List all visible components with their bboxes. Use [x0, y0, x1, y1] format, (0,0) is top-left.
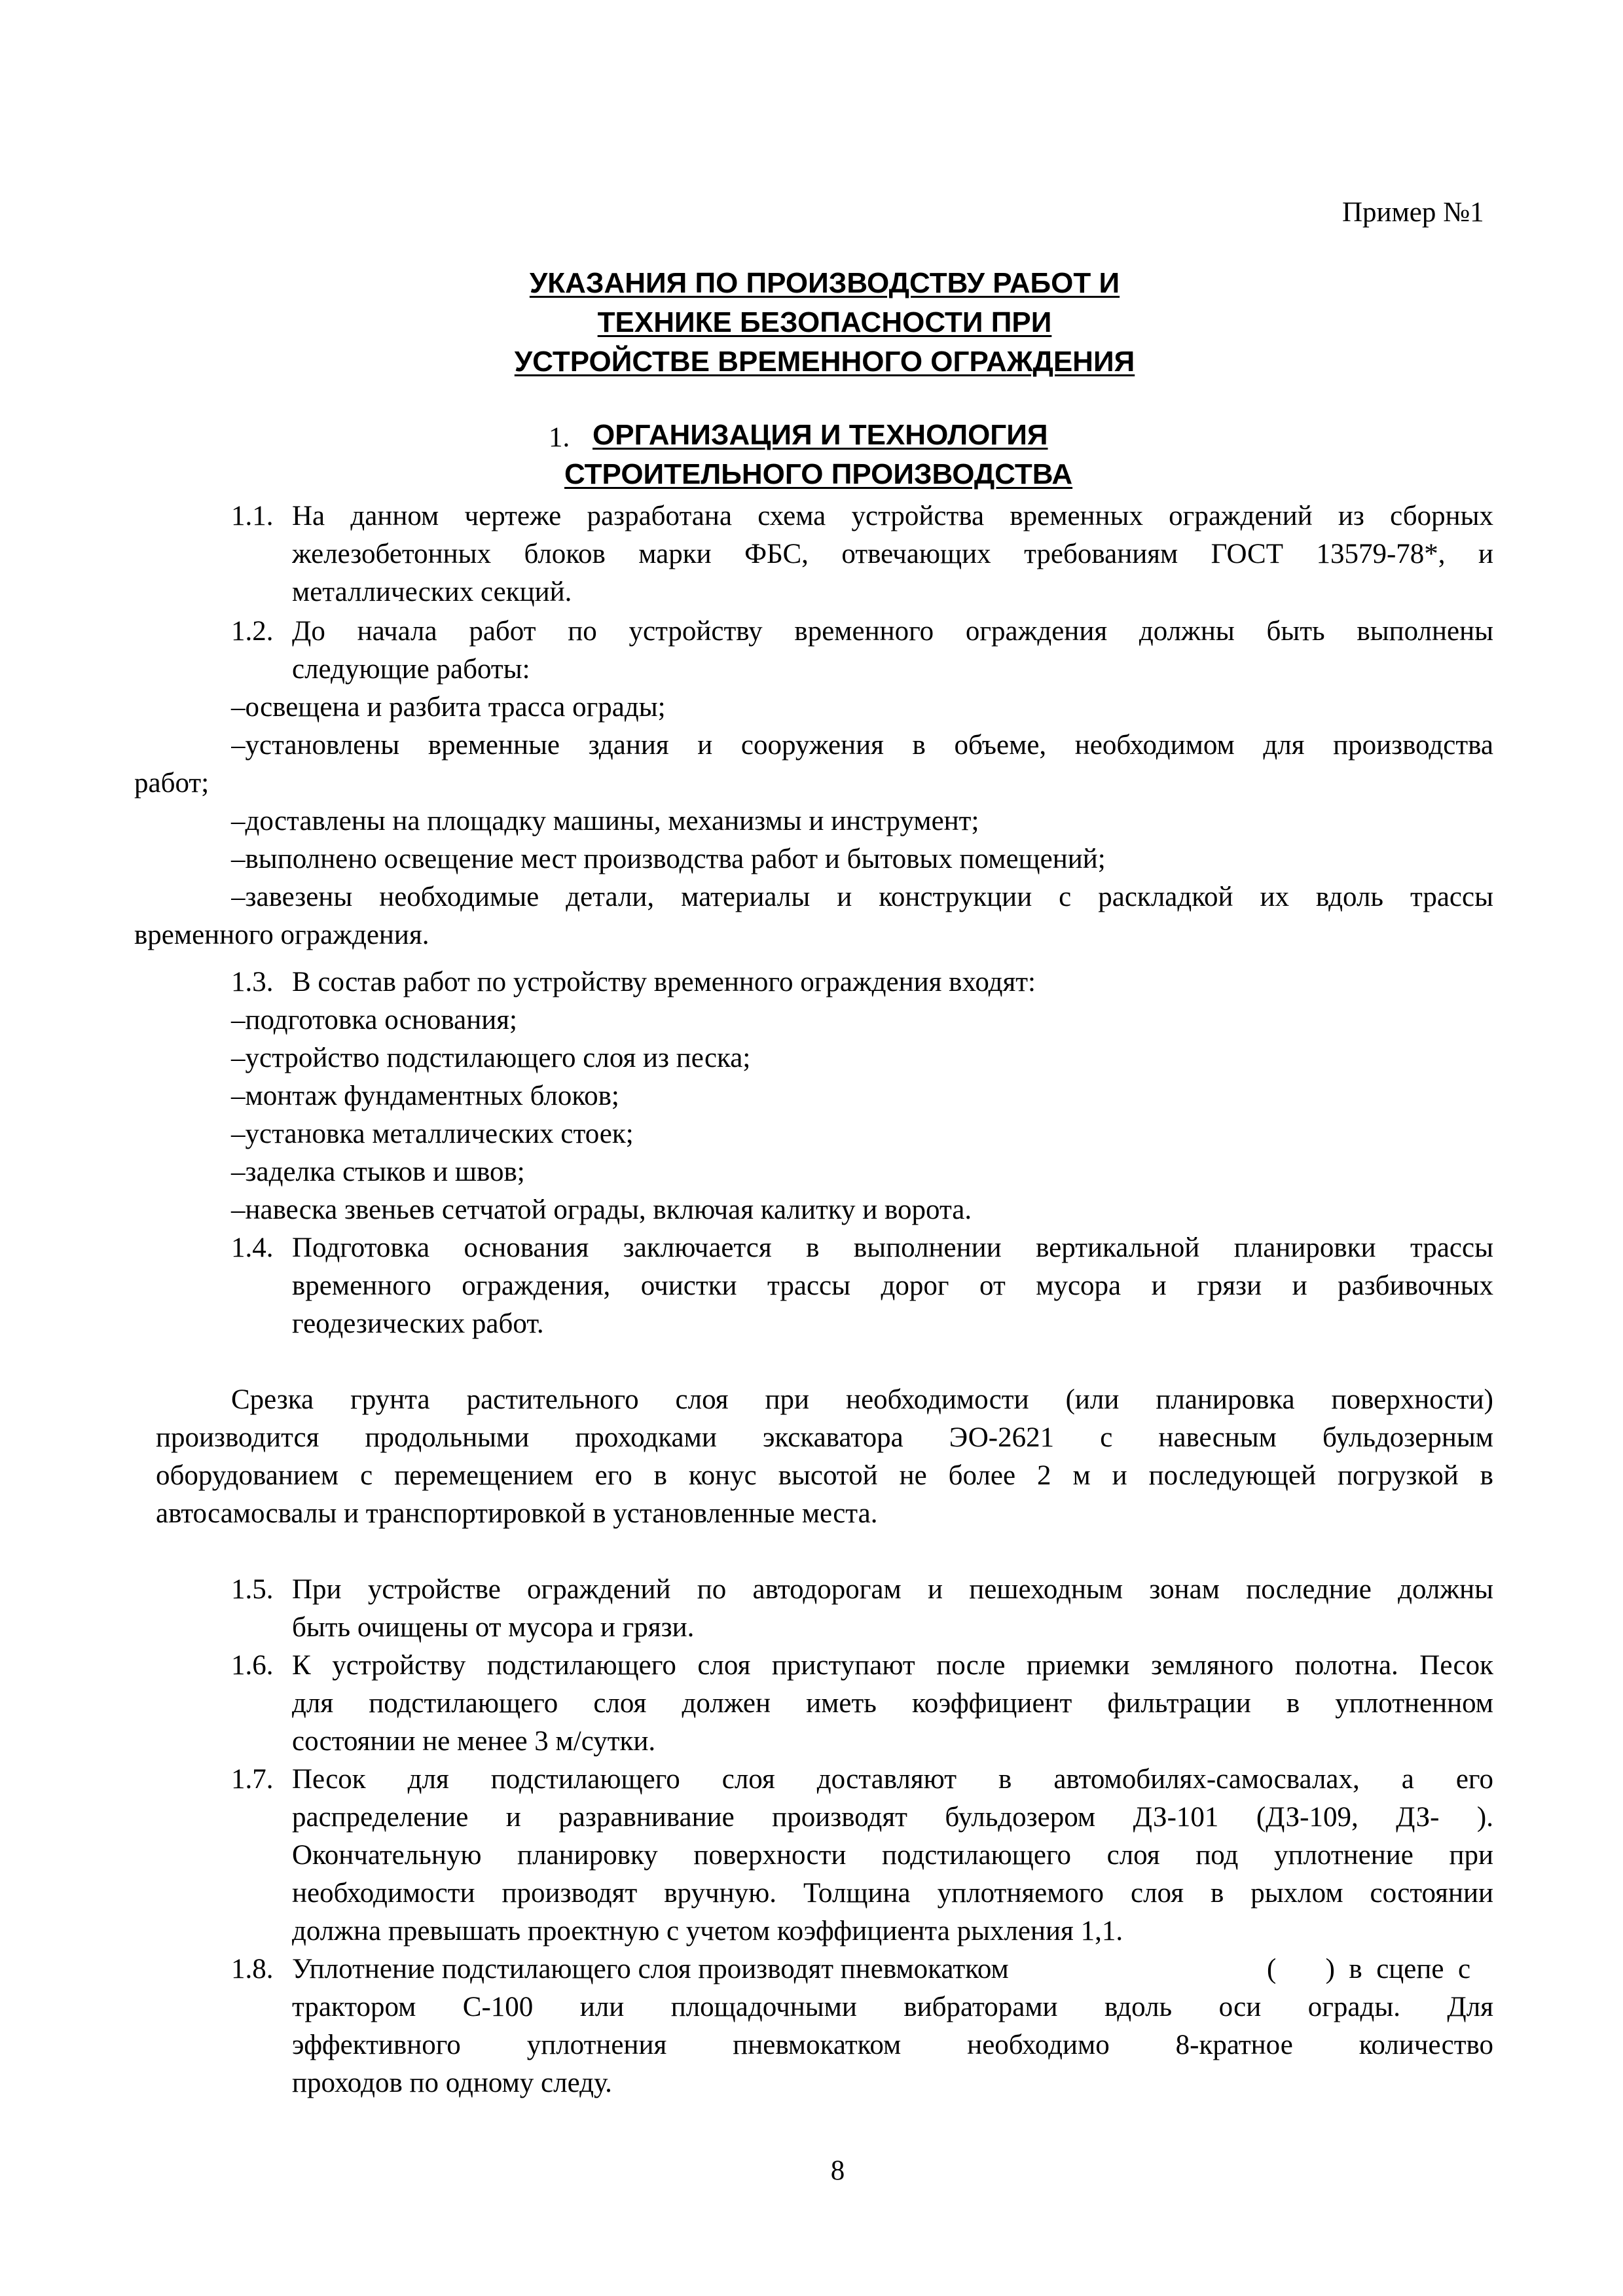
- document-title-line-2: ТЕХНИКЕ БЕЗОПАСНОСТИ ПРИ: [597, 306, 1052, 338]
- list-item: –заделка стыков и швов;: [231, 1157, 525, 1187]
- list-item: –установлены временные здания и сооружения в объеме, необходимом для производства: [231, 730, 1493, 761]
- item-number: 1.5.: [231, 1574, 274, 1605]
- list-item: –завезены необходимые детали, материалы и конструкции с раскладкой их вдоль трассы: [231, 882, 1493, 912]
- paragraph-line: Окончательную планировку поверхности подстилающего слоя под уплотнение при: [292, 1840, 1493, 1871]
- paragraph-line: Срезка грунта растительного слоя при необходимости (или планировка поверхности): [231, 1384, 1493, 1415]
- section-heading-line-2: СТРОИТЕЛЬНОГО ПРОИЗВОДСТВА: [564, 458, 1073, 490]
- list-item: –доставлены на площадку машины, механизмы и инструмент;: [231, 806, 979, 836]
- paragraph-line: следующие работы:: [292, 654, 530, 685]
- list-item: –устройство подстилающего слоя из песка;: [231, 1043, 751, 1073]
- paragraph-line: Подготовка основания заключается в выполнении вертикальной планировки трассы: [292, 1232, 1493, 1263]
- item-number: 1.8.: [231, 1954, 274, 1984]
- list-item-continuation: временного ограждения.: [134, 920, 429, 950]
- paragraph-line: проходов по одному следу.: [292, 2068, 612, 2098]
- document-title-line-3: УСТРОЙСТВЕ ВРЕМЕННОГО ОГРАЖДЕНИЯ: [514, 346, 1135, 378]
- item-number: 1.1.: [231, 501, 274, 531]
- paragraph-line: быть очищены от мусора и грязи.: [292, 1612, 695, 1643]
- item-number: 1.4.: [231, 1232, 274, 1263]
- paragraph-line: К устройству подстилающего слоя приступают после приемки земляного полотна. Песок: [292, 1650, 1493, 1681]
- paragraph-line: временного ограждения, очистки трассы дорог от мусора и грязи и разбивочных: [292, 1270, 1493, 1301]
- paragraph-line: оборудованием с перемещением его в конус высотой не более 2 м и последующей погрузкой в: [156, 1460, 1493, 1491]
- list-item: –навеска звеньев сетчатой ограды, включая калитку и ворота.: [231, 1194, 972, 1225]
- section-heading-line-1: ОРГАНИЗАЦИЯ И ТЕХНОЛОГИЯ: [593, 419, 1048, 451]
- list-item: –выполнено освещение мест производства работ и бытовых помещений;: [231, 844, 1106, 874]
- item-number: 1.2.: [231, 616, 274, 647]
- paragraph-line: для подстилающего слоя должен иметь коэффициент фильтрации в уплотненном: [292, 1688, 1493, 1719]
- paragraph-line: До начала работ по устройству временного ограждения должны быть выполнены: [292, 616, 1493, 647]
- paragraph-line: распределение и разравнивание производят бульдозером ДЗ-101 (ДЗ-109, ДЗ- ).: [292, 1802, 1493, 1833]
- section-number: 1.: [549, 422, 570, 453]
- paragraph-line: В состав работ по устройству временного ограждения входят:: [292, 967, 1036, 997]
- example-label: Пример №1: [1342, 197, 1484, 228]
- document-title-line-1: УКАЗАНИЯ ПО ПРОИЗВОДСТВУ РАБОТ И: [529, 267, 1120, 299]
- paragraph-line: трактором С-100 или площадочными вибраторами вдоль оси ограды. Для: [292, 1992, 1493, 2022]
- list-item: –монтаж фундаментных блоков;: [231, 1081, 619, 1111]
- paragraph-line: При устройстве ограждений по автодорогам и пешеходным зонам последние должны: [292, 1574, 1493, 1605]
- item-number: 1.7.: [231, 1764, 274, 1795]
- paragraph-line: На данном чертеже разработана схема устройства временных ограждений из сборных: [292, 501, 1493, 531]
- paragraph-line: металлических секций.: [292, 577, 572, 607]
- paragraph-line: должна превышать проектную с учетом коэффициента рыхления 1,1.: [292, 1916, 1123, 1946]
- paragraph-line: Песок для подстилающего слоя доставляют в автомобилях-самосвалах, а его: [292, 1764, 1493, 1795]
- item-number: 1.6.: [231, 1650, 274, 1681]
- paragraph-line: ( ) в сцепе с: [1267, 1954, 1471, 1984]
- paragraph-line: состоянии не менее 3 м/сутки.: [292, 1726, 656, 1757]
- list-item: –подготовка основания;: [231, 1005, 517, 1035]
- page-number: 8: [830, 2155, 845, 2186]
- list-item-continuation: работ;: [134, 768, 210, 798]
- list-item: –освещена и разбита трасса ограды;: [231, 692, 666, 723]
- paragraph-line: необходимости производят вручную. Толщина уплотняемого слоя в рыхлом состоянии: [292, 1878, 1493, 1909]
- list-item: –установка металлических стоек;: [231, 1119, 634, 1149]
- paragraph-line: Уплотнение подстилающего слоя производят пневмокатком: [292, 1954, 1009, 1984]
- paragraph-line: эффективного уплотнения пневмокатком необходимо 8-кратное количество: [292, 2030, 1493, 2060]
- paragraph-line: производится продольными проходками экскаватора ЭО-2621 с навесным бульдозерным: [156, 1422, 1493, 1453]
- paragraph-line: автосамосвалы и транспортировкой в установленные места.: [156, 1498, 878, 1529]
- paragraph-line: геодезических работ.: [292, 1308, 544, 1339]
- paragraph-line: железобетонных блоков марки ФБС, отвечающих требованиям ГОСТ 13579-78*, и: [292, 539, 1493, 569]
- item-number: 1.3.: [231, 967, 274, 997]
